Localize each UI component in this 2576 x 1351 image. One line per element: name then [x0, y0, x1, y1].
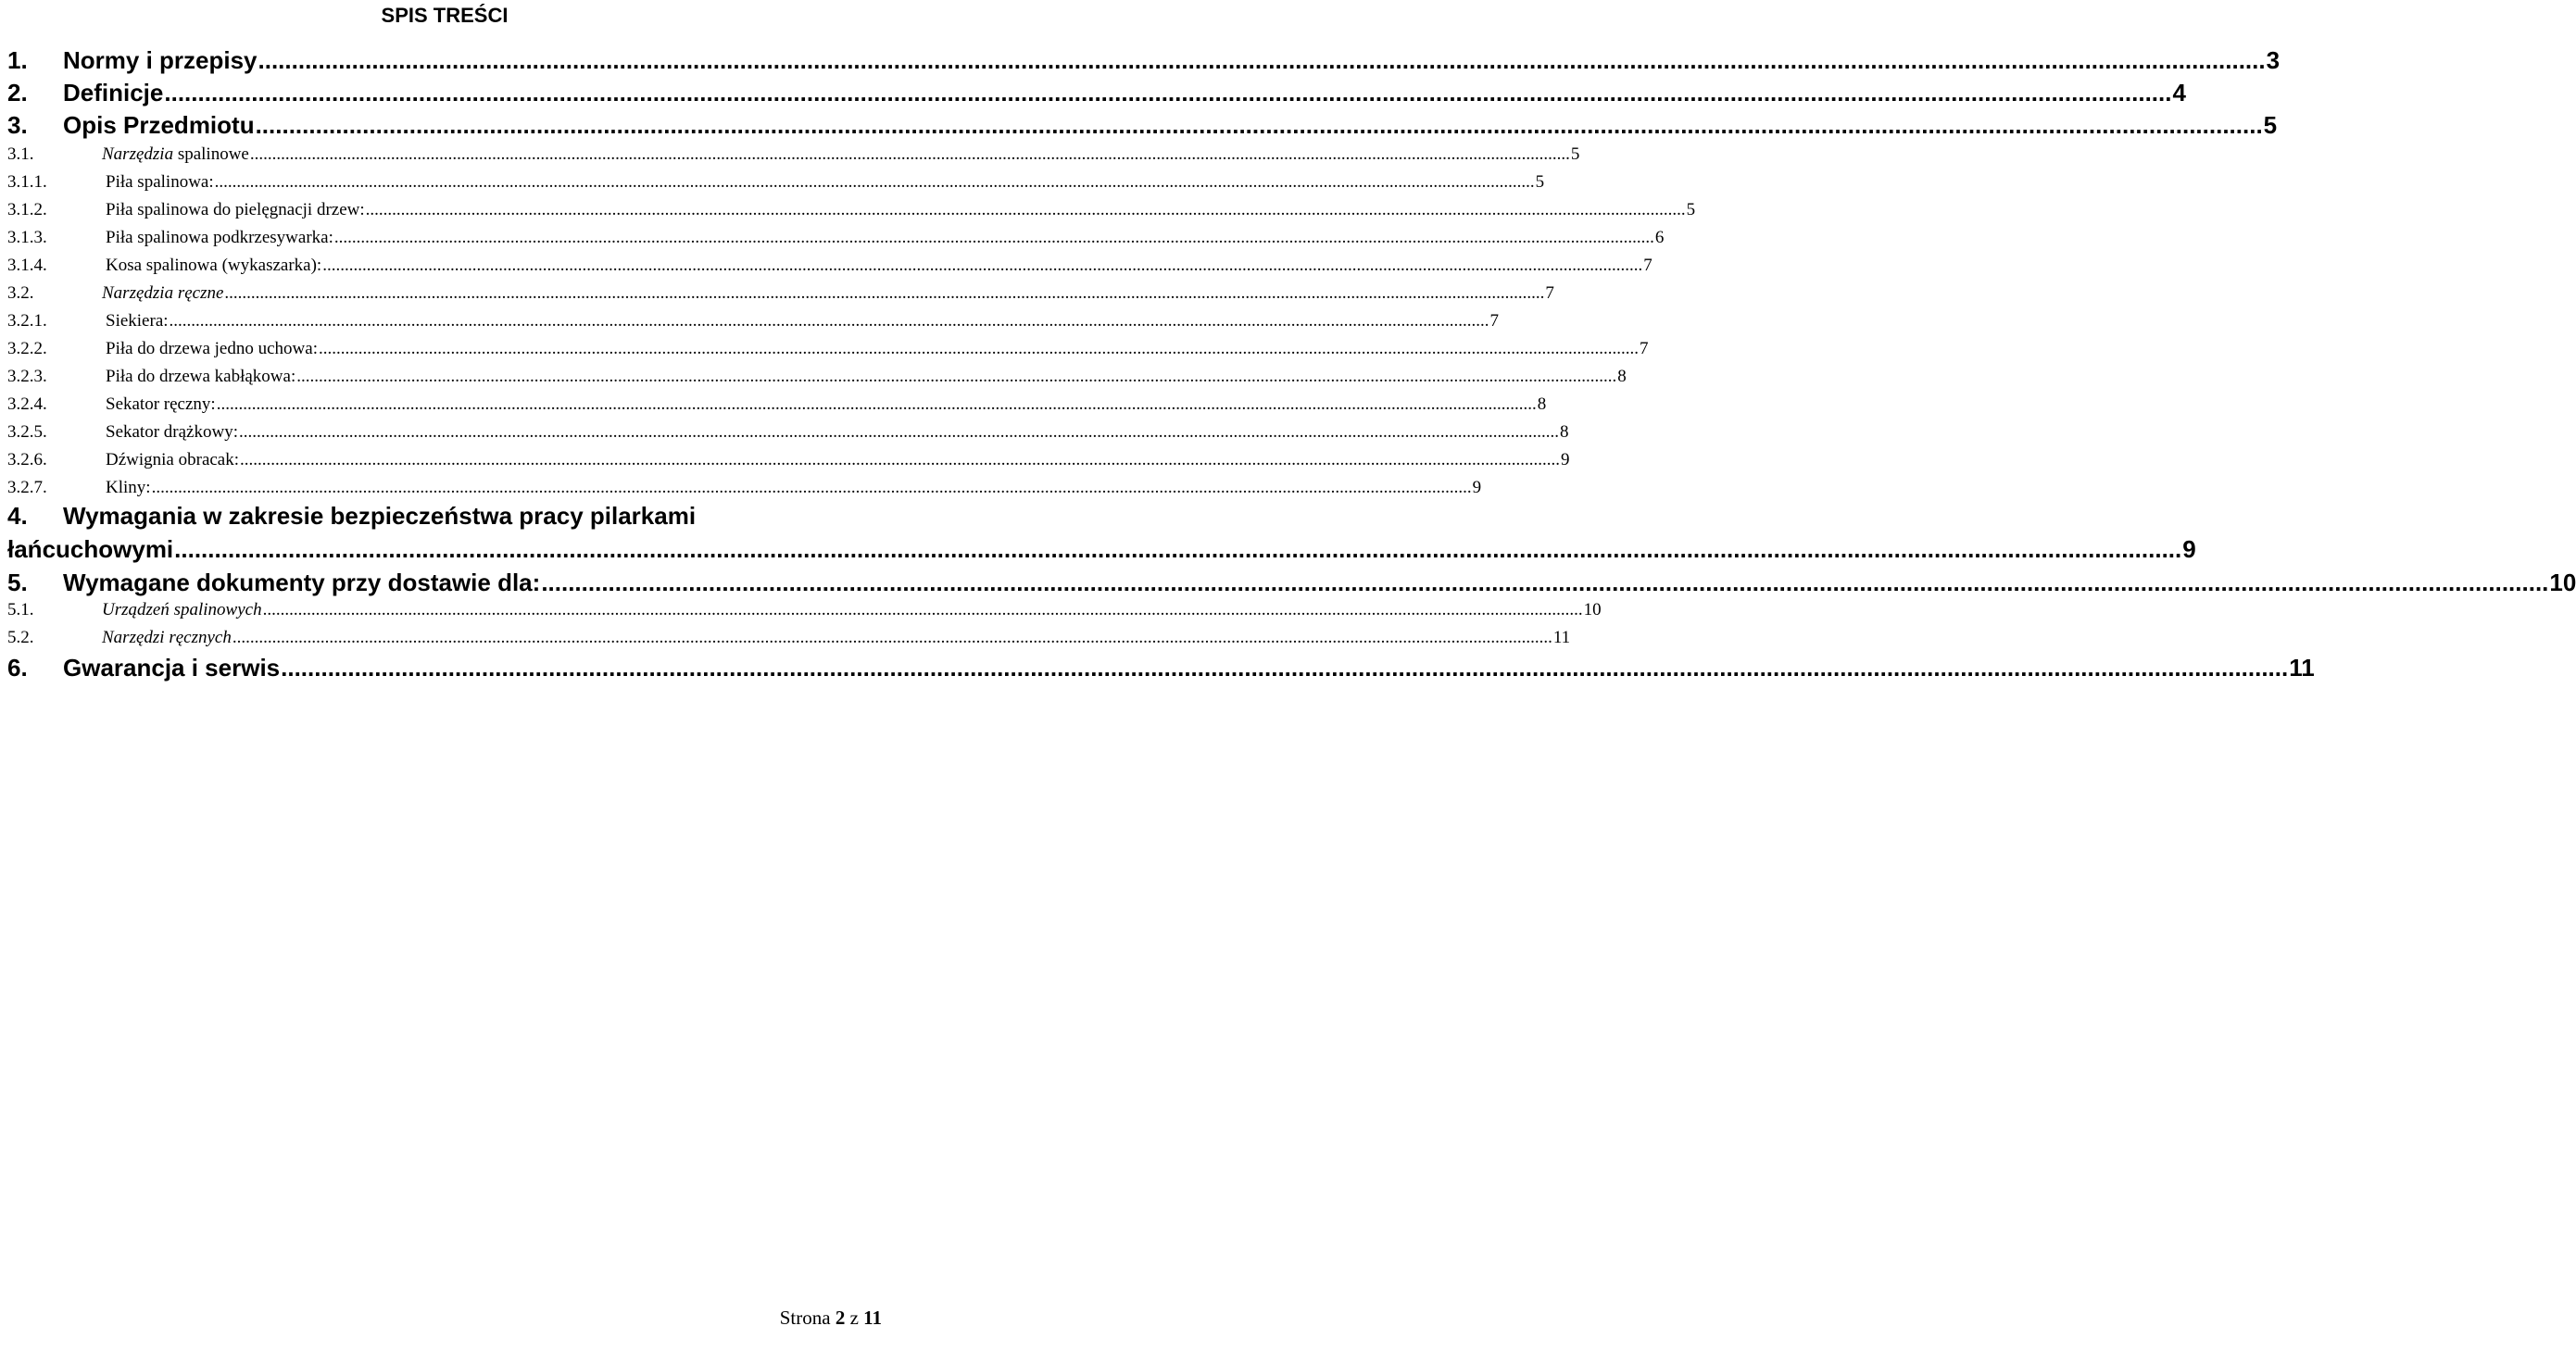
toc-entry-page: 5 — [2263, 111, 2278, 139]
toc-entry-page: 7 — [1643, 256, 1652, 275]
toc-entry-number: 3.2.4. — [7, 394, 47, 414]
toc-entry-label: Piła do drzewa jedno uchowa: — [106, 339, 318, 358]
toc-entry-number: 5.2. — [7, 628, 34, 647]
toc-entry-5-2[interactable] — [7, 628, 1571, 652]
toc-entry-4-line2[interactable] — [7, 535, 2196, 565]
toc-leader-dots: ............................................................................................................................................................................................................................................................................................................ — [296, 367, 1617, 386]
toc-entry-3-2-7[interactable] — [7, 478, 1482, 502]
footer-separator: z — [849, 1307, 859, 1329]
toc-leader-dots: ............................................................................................................................................................................................................................................................................................................ — [214, 172, 1535, 192]
toc-entry-page: 7 — [1639, 339, 1649, 358]
toc-entry-3-2-3[interactable] — [7, 367, 1627, 391]
toc-entry-label: Narzędzia ręczne — [102, 283, 224, 303]
toc-entry-page: 11 — [2289, 654, 2315, 682]
toc-entry-number: 5. — [7, 569, 28, 596]
toc-entry-label — [102, 144, 249, 165]
footer-prefix: Strona — [779, 1307, 831, 1329]
toc-entry-label: Piła spalinowa podkrzesywarka: — [106, 228, 333, 247]
toc-entry-3-2-6[interactable] — [7, 450, 1570, 474]
toc-entry-number: 4. — [7, 502, 28, 530]
toc-entry-number: 2. — [7, 79, 28, 106]
toc-leader-dots: ............................................................................................................................................................................................................................................................................................................ — [255, 111, 2263, 139]
toc-leader-dots: ............................................................................................................................................................................................................................................................................................................ — [249, 144, 1570, 164]
toc-leader-dots: ............................................................................................................................................................................................................................................................................................................ — [322, 256, 1643, 275]
toc-entry-number: 3.1.4. — [7, 256, 47, 275]
toc-entry-label: Narzędzi ręcznych — [102, 628, 232, 647]
toc-entry-label: Kosa spalinowa (wykaszarka): — [106, 256, 322, 275]
toc-entry-3-2-2[interactable] — [7, 339, 1649, 363]
toc-entry-page: 6 — [1654, 228, 1665, 247]
toc-entry-label: Piła spalinowa: — [106, 172, 214, 192]
toc-entry-page: 9 — [2182, 535, 2196, 563]
toc-leader-dots: ............................................................................................................................................................................................................................................................................................................ — [258, 46, 2266, 74]
footer-current-page: 2 — [835, 1307, 846, 1329]
toc-entry-label: Sekator drążkowy: — [106, 422, 238, 442]
toc-entry-page: 7 — [1545, 283, 1554, 303]
toc-entry-number: 6. — [7, 654, 28, 682]
toc-leader-dots: ............................................................................................................................................................................................................................................................................................................ — [164, 79, 2172, 106]
toc-entry-3-2-4[interactable] — [7, 394, 1547, 419]
toc-entry-page: 11 — [1552, 628, 1571, 647]
toc-entry-page: 9 — [1561, 450, 1570, 469]
toc-leader-dots: ............................................................................................................................................................................................................................................................................................................ — [169, 311, 1489, 331]
toc-leader-dots: ............................................................................................................................................................................................................................................................................................................ — [318, 339, 1639, 358]
toc-entry-3-2-5[interactable] — [7, 422, 1569, 446]
toc-entry-3-1-2[interactable] — [7, 200, 1696, 224]
toc-entry-label-italic: Narzędzia — [102, 144, 174, 164]
toc-entry-number: 3.1.2. — [7, 200, 47, 219]
toc-entry-3-1-3[interactable] — [7, 228, 1665, 252]
toc-entry-5[interactable] — [7, 569, 2576, 598]
toc-entry-number: 3.2.5. — [7, 422, 47, 442]
toc-entry-page: 4 — [2172, 79, 2186, 106]
toc-entry-number: 3.2.3. — [7, 367, 47, 386]
toc-entry-label: Wymagane dokumenty przy dostawie dla: — [63, 569, 541, 596]
toc-entry-number: 1. — [7, 46, 28, 74]
toc-entry-page: 8 — [1617, 367, 1627, 386]
toc-leader-dots: ............................................................................................................................................................................................................................................................................................................ — [238, 422, 1559, 442]
toc-entry-label: Gwarancja i serwis — [63, 654, 281, 682]
toc-leader-dots: ............................................................................................................................................................................................................................................................................................................ — [232, 628, 1552, 647]
toc-leader-dots: ............................................................................................................................................................................................................................................................................................................ — [281, 654, 2289, 682]
toc-entry-6[interactable] — [7, 654, 2315, 683]
toc-entry-label: Opis Przedmiotu — [63, 111, 255, 139]
toc-entry-number: 3.1.3. — [7, 228, 47, 247]
toc-entry-label: Urządzeń spalinowych — [102, 600, 262, 619]
page-number-footer — [780, 1307, 882, 1330]
toc-entry-number: 3.2.1. — [7, 311, 47, 331]
toc-entry-page: 10 — [1583, 600, 1602, 619]
toc-entry-page: 5 — [1686, 200, 1696, 219]
toc-leader-dots: ............................................................................................................................................................................................................................................................................................................ — [174, 535, 2182, 563]
toc-entry-3-1[interactable] — [7, 144, 1580, 169]
toc-leader-dots: ............................................................................................................................................................................................................................................................................................................ — [224, 283, 1545, 303]
toc-entry-label: Piła spalinowa do pielęgnacji drzew: — [106, 200, 365, 219]
toc-entry-number: 3.1.1. — [7, 172, 47, 192]
toc-entry-page: 5 — [1570, 144, 1580, 164]
toc-entry-page: 9 — [1472, 478, 1482, 497]
toc-entry-page: 5 — [1535, 172, 1545, 192]
toc-entry-page: 7 — [1489, 311, 1500, 331]
toc-entry-number: 3. — [7, 111, 28, 139]
toc-entry-label-rest: spalinowe — [173, 144, 249, 164]
toc-entry-5-1[interactable] — [7, 600, 1602, 624]
toc-entry-3-2[interactable] — [7, 283, 1554, 307]
toc-entry-number: 3.1. — [7, 144, 34, 164]
toc-entry-number: 5.1. — [7, 600, 34, 619]
toc-entry-label: Siekiera: — [106, 311, 169, 331]
toc-entry-3-2-1[interactable] — [7, 311, 1500, 335]
toc-leader-dots: ............................................................................................................................................................................................................................................................................................................ — [333, 228, 1654, 247]
toc-entry-label: Wymagania w zakresie bezpieczeństwa pracy pilarkami — [63, 502, 697, 530]
toc-entry-label: Normy i przepisy — [63, 46, 258, 74]
toc-entry-label: Piła do drzewa kabłąkowa: — [106, 367, 296, 386]
footer-total-pages: 11 — [863, 1307, 882, 1329]
toc-entry-page: 8 — [1537, 394, 1547, 414]
toc-leader-dots: ............................................................................................................................................................................................................................................................................................................ — [541, 569, 2549, 596]
toc-leader-dots: ............................................................................................................................................................................................................................................................................................................ — [240, 450, 1561, 469]
toc-entry-page: 3 — [2266, 46, 2281, 74]
toc-entry-2[interactable] — [7, 79, 2186, 108]
toc-entry-number: 3.2.6. — [7, 450, 47, 469]
toc-title: SPIS TREŚCI — [381, 4, 509, 27]
toc-leader-dots: ............................................................................................................................................................................................................................................................................................................ — [365, 200, 1686, 219]
toc-entry-label-continued: łańcuchowymi — [7, 535, 174, 563]
toc-entry-1[interactable] — [7, 46, 2281, 76]
toc-entry-label: Sekator ręczny: — [106, 394, 216, 414]
toc-entry-number: 3.2. — [7, 283, 34, 303]
toc-entry-number: 3.2.7. — [7, 478, 47, 497]
toc-entry-3-1-1[interactable] — [7, 172, 1545, 196]
toc-entry-label: Kliny: — [106, 478, 151, 497]
toc-entry-page: 10 — [2549, 569, 2576, 596]
toc-leader-dots: ............................................................................................................................................................................................................................................................................................................ — [151, 478, 1472, 497]
toc-entry-3-1-4[interactable] — [7, 256, 1652, 280]
toc-entry-3[interactable] — [7, 111, 2278, 141]
toc-entry-label: Definicje — [63, 79, 164, 106]
toc-entry-number: 3.2.2. — [7, 339, 47, 358]
toc-entry-label: Dźwignia obracak: — [106, 450, 240, 469]
toc-leader-dots: ............................................................................................................................................................................................................................................................................................................ — [262, 600, 1583, 619]
toc-leader-dots: ............................................................................................................................................................................................................................................................................................................ — [216, 394, 1537, 414]
toc-entry-4-line1[interactable] — [7, 502, 883, 531]
toc-entry-page: 8 — [1559, 422, 1569, 442]
